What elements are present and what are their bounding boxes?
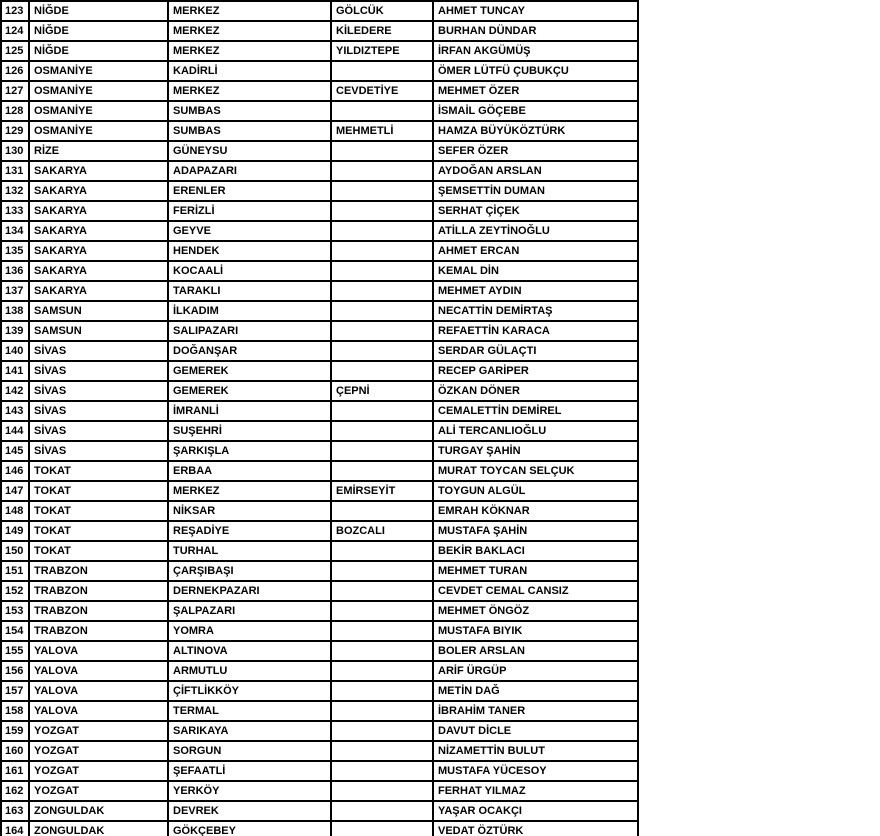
- cell-row_number: 136: [1, 261, 29, 281]
- cell-locality: [331, 601, 433, 621]
- cell-district: İLKADIM: [168, 301, 331, 321]
- cell-locality: [331, 681, 433, 701]
- cell-person_name: NECATTİN DEMİRTAŞ: [433, 301, 638, 321]
- cell-province: YALOVA: [29, 641, 168, 661]
- cell-row_number: 155: [1, 641, 29, 661]
- cell-row_number: 143: [1, 401, 29, 421]
- cell-province: SAKARYA: [29, 161, 168, 181]
- cell-row_number: 144: [1, 421, 29, 441]
- cell-locality: YILDIZTEPE: [331, 41, 433, 61]
- cell-locality: EMİRSEYİT: [331, 481, 433, 501]
- cell-district: ÇARŞIBAŞI: [168, 561, 331, 581]
- cell-province: YALOVA: [29, 701, 168, 721]
- cell-province: SİVAS: [29, 421, 168, 441]
- cell-person_name: CEMALETTİN DEMİREL: [433, 401, 638, 421]
- cell-province: TRABZON: [29, 621, 168, 641]
- cell-row_number: 127: [1, 81, 29, 101]
- cell-row_number: 128: [1, 101, 29, 121]
- cell-province: SAKARYA: [29, 181, 168, 201]
- cell-locality: [331, 201, 433, 221]
- cell-row_number: 147: [1, 481, 29, 501]
- cell-province: NİĞDE: [29, 21, 168, 41]
- table-row: [1, 401, 638, 421]
- cell-person_name: SEFER ÖZER: [433, 141, 638, 161]
- cell-person_name: REFAETTİN KARACA: [433, 321, 638, 341]
- cell-province: SİVAS: [29, 401, 168, 421]
- cell-person_name: ARİF ÜRGÜP: [433, 661, 638, 681]
- cell-person_name: FERHAT YILMAZ: [433, 781, 638, 801]
- cell-locality: [331, 301, 433, 321]
- cell-person_name: CEVDET CEMAL CANSIZ: [433, 581, 638, 601]
- cell-locality: [331, 421, 433, 441]
- table-row: [1, 681, 638, 701]
- cell-locality: [331, 801, 433, 821]
- table-row: [1, 61, 638, 81]
- table-row: [1, 221, 638, 241]
- cell-person_name: METİN DAĞ: [433, 681, 638, 701]
- cell-locality: GÖLCÜK: [331, 1, 433, 21]
- cell-province: TOKAT: [29, 501, 168, 521]
- cell-district: DEVREK: [168, 801, 331, 821]
- table-row: [1, 541, 638, 561]
- cell-locality: [331, 401, 433, 421]
- cell-person_name: BOLER ARSLAN: [433, 641, 638, 661]
- table-row: [1, 761, 638, 781]
- cell-district: ARMUTLU: [168, 661, 331, 681]
- cell-person_name: ŞEMSETTİN DUMAN: [433, 181, 638, 201]
- table-row: [1, 821, 638, 836]
- cell-row_number: 142: [1, 381, 29, 401]
- table-row: [1, 361, 638, 381]
- cell-locality: ÇEPNİ: [331, 381, 433, 401]
- cell-province: YALOVA: [29, 661, 168, 681]
- table-row: [1, 581, 638, 601]
- cell-district: NİKSAR: [168, 501, 331, 521]
- cell-locality: MEHMETLİ: [331, 121, 433, 141]
- cell-locality: [331, 721, 433, 741]
- cell-district: SUMBAS: [168, 121, 331, 141]
- cell-row_number: 139: [1, 321, 29, 341]
- cell-locality: [331, 161, 433, 181]
- cell-row_number: 151: [1, 561, 29, 581]
- cell-province: NİĞDE: [29, 1, 168, 21]
- cell-row_number: 134: [1, 221, 29, 241]
- cell-person_name: SERDAR GÜLAÇTI: [433, 341, 638, 361]
- cell-person_name: MEHMET AYDIN: [433, 281, 638, 301]
- cell-person_name: MURAT TOYCAN SELÇUK: [433, 461, 638, 481]
- cell-province: RİZE: [29, 141, 168, 161]
- cell-province: TOKAT: [29, 461, 168, 481]
- table-row: [1, 661, 638, 681]
- cell-province: OSMANİYE: [29, 101, 168, 121]
- cell-district: GÖKÇEBEY: [168, 821, 331, 836]
- cell-district: YOMRA: [168, 621, 331, 641]
- cell-province: SAKARYA: [29, 261, 168, 281]
- table-row: [1, 421, 638, 441]
- cell-locality: [331, 461, 433, 481]
- cell-person_name: ÖZKAN DÖNER: [433, 381, 638, 401]
- table-row: [1, 241, 638, 261]
- cell-locality: [331, 561, 433, 581]
- cell-district: MERKEZ: [168, 21, 331, 41]
- table-row: [1, 281, 638, 301]
- cell-person_name: RECEP GARİPER: [433, 361, 638, 381]
- table-body: [1, 1, 638, 836]
- cell-province: SAKARYA: [29, 281, 168, 301]
- cell-province: SAMSUN: [29, 321, 168, 341]
- cell-province: SAMSUN: [29, 301, 168, 321]
- cell-person_name: İRFAN AKGÜMÜŞ: [433, 41, 638, 61]
- cell-province: TRABZON: [29, 601, 168, 621]
- cell-province: OSMANİYE: [29, 61, 168, 81]
- table-row: [1, 721, 638, 741]
- cell-district: YERKÖY: [168, 781, 331, 801]
- cell-person_name: AHMET ERCAN: [433, 241, 638, 261]
- cell-locality: [331, 221, 433, 241]
- cell-province: ZONGULDAK: [29, 801, 168, 821]
- cell-district: ERENLER: [168, 181, 331, 201]
- cell-province: OSMANİYE: [29, 121, 168, 141]
- cell-province: SİVAS: [29, 381, 168, 401]
- cell-row_number: 152: [1, 581, 29, 601]
- cell-locality: [331, 501, 433, 521]
- cell-province: TOKAT: [29, 521, 168, 541]
- cell-district: FERİZLİ: [168, 201, 331, 221]
- table-row: [1, 341, 638, 361]
- cell-province: TOKAT: [29, 541, 168, 561]
- cell-locality: [331, 101, 433, 121]
- cell-district: MERKEZ: [168, 41, 331, 61]
- cell-district: SUŞEHRİ: [168, 421, 331, 441]
- table-row: [1, 641, 638, 661]
- table-row: [1, 621, 638, 641]
- cell-locality: [331, 141, 433, 161]
- cell-row_number: 148: [1, 501, 29, 521]
- cell-province: YALOVA: [29, 681, 168, 701]
- table-row: [1, 701, 638, 721]
- cell-province: YOZGAT: [29, 761, 168, 781]
- cell-person_name: ALİ TERCANLIOĞLU: [433, 421, 638, 441]
- cell-district: TURHAL: [168, 541, 331, 561]
- cell-province: SİVAS: [29, 441, 168, 461]
- cell-district: GÜNEYSU: [168, 141, 331, 161]
- cell-row_number: 131: [1, 161, 29, 181]
- cell-person_name: KEMAL DİN: [433, 261, 638, 281]
- cell-row_number: 153: [1, 601, 29, 621]
- cell-locality: [331, 281, 433, 301]
- cell-person_name: İSMAİL GÖÇEBE: [433, 101, 638, 121]
- cell-locality: [331, 261, 433, 281]
- cell-person_name: MUSTAFA YÜCESOY: [433, 761, 638, 781]
- cell-district: GEMEREK: [168, 361, 331, 381]
- cell-person_name: YAŞAR OCAKÇI: [433, 801, 638, 821]
- table-row: [1, 21, 638, 41]
- cell-locality: [331, 541, 433, 561]
- table-row: [1, 81, 638, 101]
- cell-person_name: VEDAT ÖZTÜRK: [433, 821, 638, 836]
- cell-district: DERNEKPAZARI: [168, 581, 331, 601]
- cell-row_number: 126: [1, 61, 29, 81]
- cell-district: SALIPAZARI: [168, 321, 331, 341]
- cell-row_number: 145: [1, 441, 29, 461]
- cell-district: DOĞANŞAR: [168, 341, 331, 361]
- cell-district: TERMAL: [168, 701, 331, 721]
- cell-person_name: TURGAY ŞAHİN: [433, 441, 638, 461]
- cell-row_number: 159: [1, 721, 29, 741]
- cell-locality: [331, 621, 433, 641]
- cell-person_name: BEKİR BAKLACI: [433, 541, 638, 561]
- cell-locality: [331, 701, 433, 721]
- cell-province: NİĞDE: [29, 41, 168, 61]
- cell-person_name: BURHAN DÜNDAR: [433, 21, 638, 41]
- cell-person_name: MUSTAFA BIYIK: [433, 621, 638, 641]
- cell-district: İMRANLİ: [168, 401, 331, 421]
- cell-person_name: HAMZA BÜYÜKÖZTÜRK: [433, 121, 638, 141]
- cell-district: GEMEREK: [168, 381, 331, 401]
- cell-district: MERKEZ: [168, 481, 331, 501]
- cell-district: ADAPAZARI: [168, 161, 331, 181]
- cell-locality: [331, 341, 433, 361]
- table-row: [1, 741, 638, 761]
- table-row: [1, 801, 638, 821]
- cell-province: TRABZON: [29, 581, 168, 601]
- table-row: [1, 521, 638, 541]
- cell-locality: [331, 581, 433, 601]
- cell-locality: KİLEDERE: [331, 21, 433, 41]
- cell-row_number: 132: [1, 181, 29, 201]
- cell-district: KADİRLİ: [168, 61, 331, 81]
- cell-person_name: EMRAH KÖKNAR: [433, 501, 638, 521]
- cell-district: KOCAALİ: [168, 261, 331, 281]
- cell-row_number: 158: [1, 701, 29, 721]
- cell-province: SAKARYA: [29, 241, 168, 261]
- cell-person_name: NİZAMETTİN BULUT: [433, 741, 638, 761]
- table-row: [1, 501, 638, 521]
- cell-district: MERKEZ: [168, 81, 331, 101]
- table-row: [1, 461, 638, 481]
- cell-row_number: 146: [1, 461, 29, 481]
- cell-district: ERBAA: [168, 461, 331, 481]
- cell-locality: BOZCALI: [331, 521, 433, 541]
- cell-person_name: ÖMER LÜTFÜ ÇUBUKÇU: [433, 61, 638, 81]
- cell-row_number: 164: [1, 821, 29, 836]
- cell-district: REŞADİYE: [168, 521, 331, 541]
- cell-district: SUMBAS: [168, 101, 331, 121]
- cell-district: ŞEFAATLİ: [168, 761, 331, 781]
- table-row: [1, 481, 638, 501]
- cell-locality: [331, 761, 433, 781]
- cell-locality: [331, 821, 433, 836]
- cell-row_number: 162: [1, 781, 29, 801]
- cell-row_number: 157: [1, 681, 29, 701]
- cell-district: SORGUN: [168, 741, 331, 761]
- cell-district: ŞARKIŞLA: [168, 441, 331, 461]
- cell-row_number: 150: [1, 541, 29, 561]
- cell-district: GEYVE: [168, 221, 331, 241]
- cell-row_number: 123: [1, 1, 29, 21]
- cell-row_number: 154: [1, 621, 29, 641]
- table-row: [1, 561, 638, 581]
- cell-district: ALTINOVA: [168, 641, 331, 661]
- cell-person_name: TOYGUN ALGÜL: [433, 481, 638, 501]
- cell-locality: [331, 441, 433, 461]
- cell-person_name: MEHMET ÖNGÖZ: [433, 601, 638, 621]
- cell-province: TRABZON: [29, 561, 168, 581]
- cell-district: SARIKAYA: [168, 721, 331, 741]
- table-row: [1, 141, 638, 161]
- cell-row_number: 137: [1, 281, 29, 301]
- cell-row_number: 138: [1, 301, 29, 321]
- cell-row_number: 163: [1, 801, 29, 821]
- cell-person_name: AYDOĞAN ARSLAN: [433, 161, 638, 181]
- cell-row_number: 161: [1, 761, 29, 781]
- cell-province: YOZGAT: [29, 741, 168, 761]
- cell-locality: [331, 741, 433, 761]
- table-row: [1, 441, 638, 461]
- cell-locality: [331, 61, 433, 81]
- cell-locality: [331, 641, 433, 661]
- cell-province: OSMANİYE: [29, 81, 168, 101]
- table-row: [1, 201, 638, 221]
- cell-row_number: 125: [1, 41, 29, 61]
- table-row: [1, 1, 638, 21]
- table-row: [1, 601, 638, 621]
- cell-person_name: DAVUT DİCLE: [433, 721, 638, 741]
- cell-row_number: 135: [1, 241, 29, 261]
- cell-person_name: MEHMET ÖZER: [433, 81, 638, 101]
- cell-locality: [331, 781, 433, 801]
- cell-person_name: İBRAHİM TANER: [433, 701, 638, 721]
- cell-locality: CEVDETİYE: [331, 81, 433, 101]
- table-row: [1, 781, 638, 801]
- cell-province: ZONGULDAK: [29, 821, 168, 836]
- cell-province: TOKAT: [29, 481, 168, 501]
- cell-province: YOZGAT: [29, 721, 168, 741]
- cell-district: ÇİFTLİKKÖY: [168, 681, 331, 701]
- cell-row_number: 160: [1, 741, 29, 761]
- cell-locality: [331, 321, 433, 341]
- cell-person_name: AHMET TUNCAY: [433, 1, 638, 21]
- cell-province: YOZGAT: [29, 781, 168, 801]
- table-row: [1, 161, 638, 181]
- cell-row_number: 130: [1, 141, 29, 161]
- cell-province: SİVAS: [29, 341, 168, 361]
- cell-locality: [331, 181, 433, 201]
- cell-row_number: 133: [1, 201, 29, 221]
- cell-person_name: MUSTAFA ŞAHİN: [433, 521, 638, 541]
- cell-person_name: MEHMET TURAN: [433, 561, 638, 581]
- cell-row_number: 124: [1, 21, 29, 41]
- table-row: [1, 261, 638, 281]
- cell-person_name: SERHAT ÇİÇEK: [433, 201, 638, 221]
- cell-district: MERKEZ: [168, 1, 331, 21]
- table-row: [1, 101, 638, 121]
- table-row: [1, 181, 638, 201]
- table-row: [1, 121, 638, 141]
- cell-district: HENDEK: [168, 241, 331, 261]
- cell-locality: [331, 361, 433, 381]
- cell-person_name: ATİLLA ZEYTİNOĞLU: [433, 221, 638, 241]
- cell-province: SAKARYA: [29, 221, 168, 241]
- cell-locality: [331, 661, 433, 681]
- cell-district: TARAKLI: [168, 281, 331, 301]
- cell-row_number: 140: [1, 341, 29, 361]
- table-row: [1, 41, 638, 61]
- cell-row_number: 156: [1, 661, 29, 681]
- cell-row_number: 149: [1, 521, 29, 541]
- cell-district: ŞALPAZARI: [168, 601, 331, 621]
- table-row: [1, 301, 638, 321]
- cell-locality: [331, 241, 433, 261]
- cell-row_number: 129: [1, 121, 29, 141]
- cell-row_number: 141: [1, 361, 29, 381]
- table-row: [1, 321, 638, 341]
- table-row: [1, 381, 638, 401]
- cell-province: SAKARYA: [29, 201, 168, 221]
- cell-province: SİVAS: [29, 361, 168, 381]
